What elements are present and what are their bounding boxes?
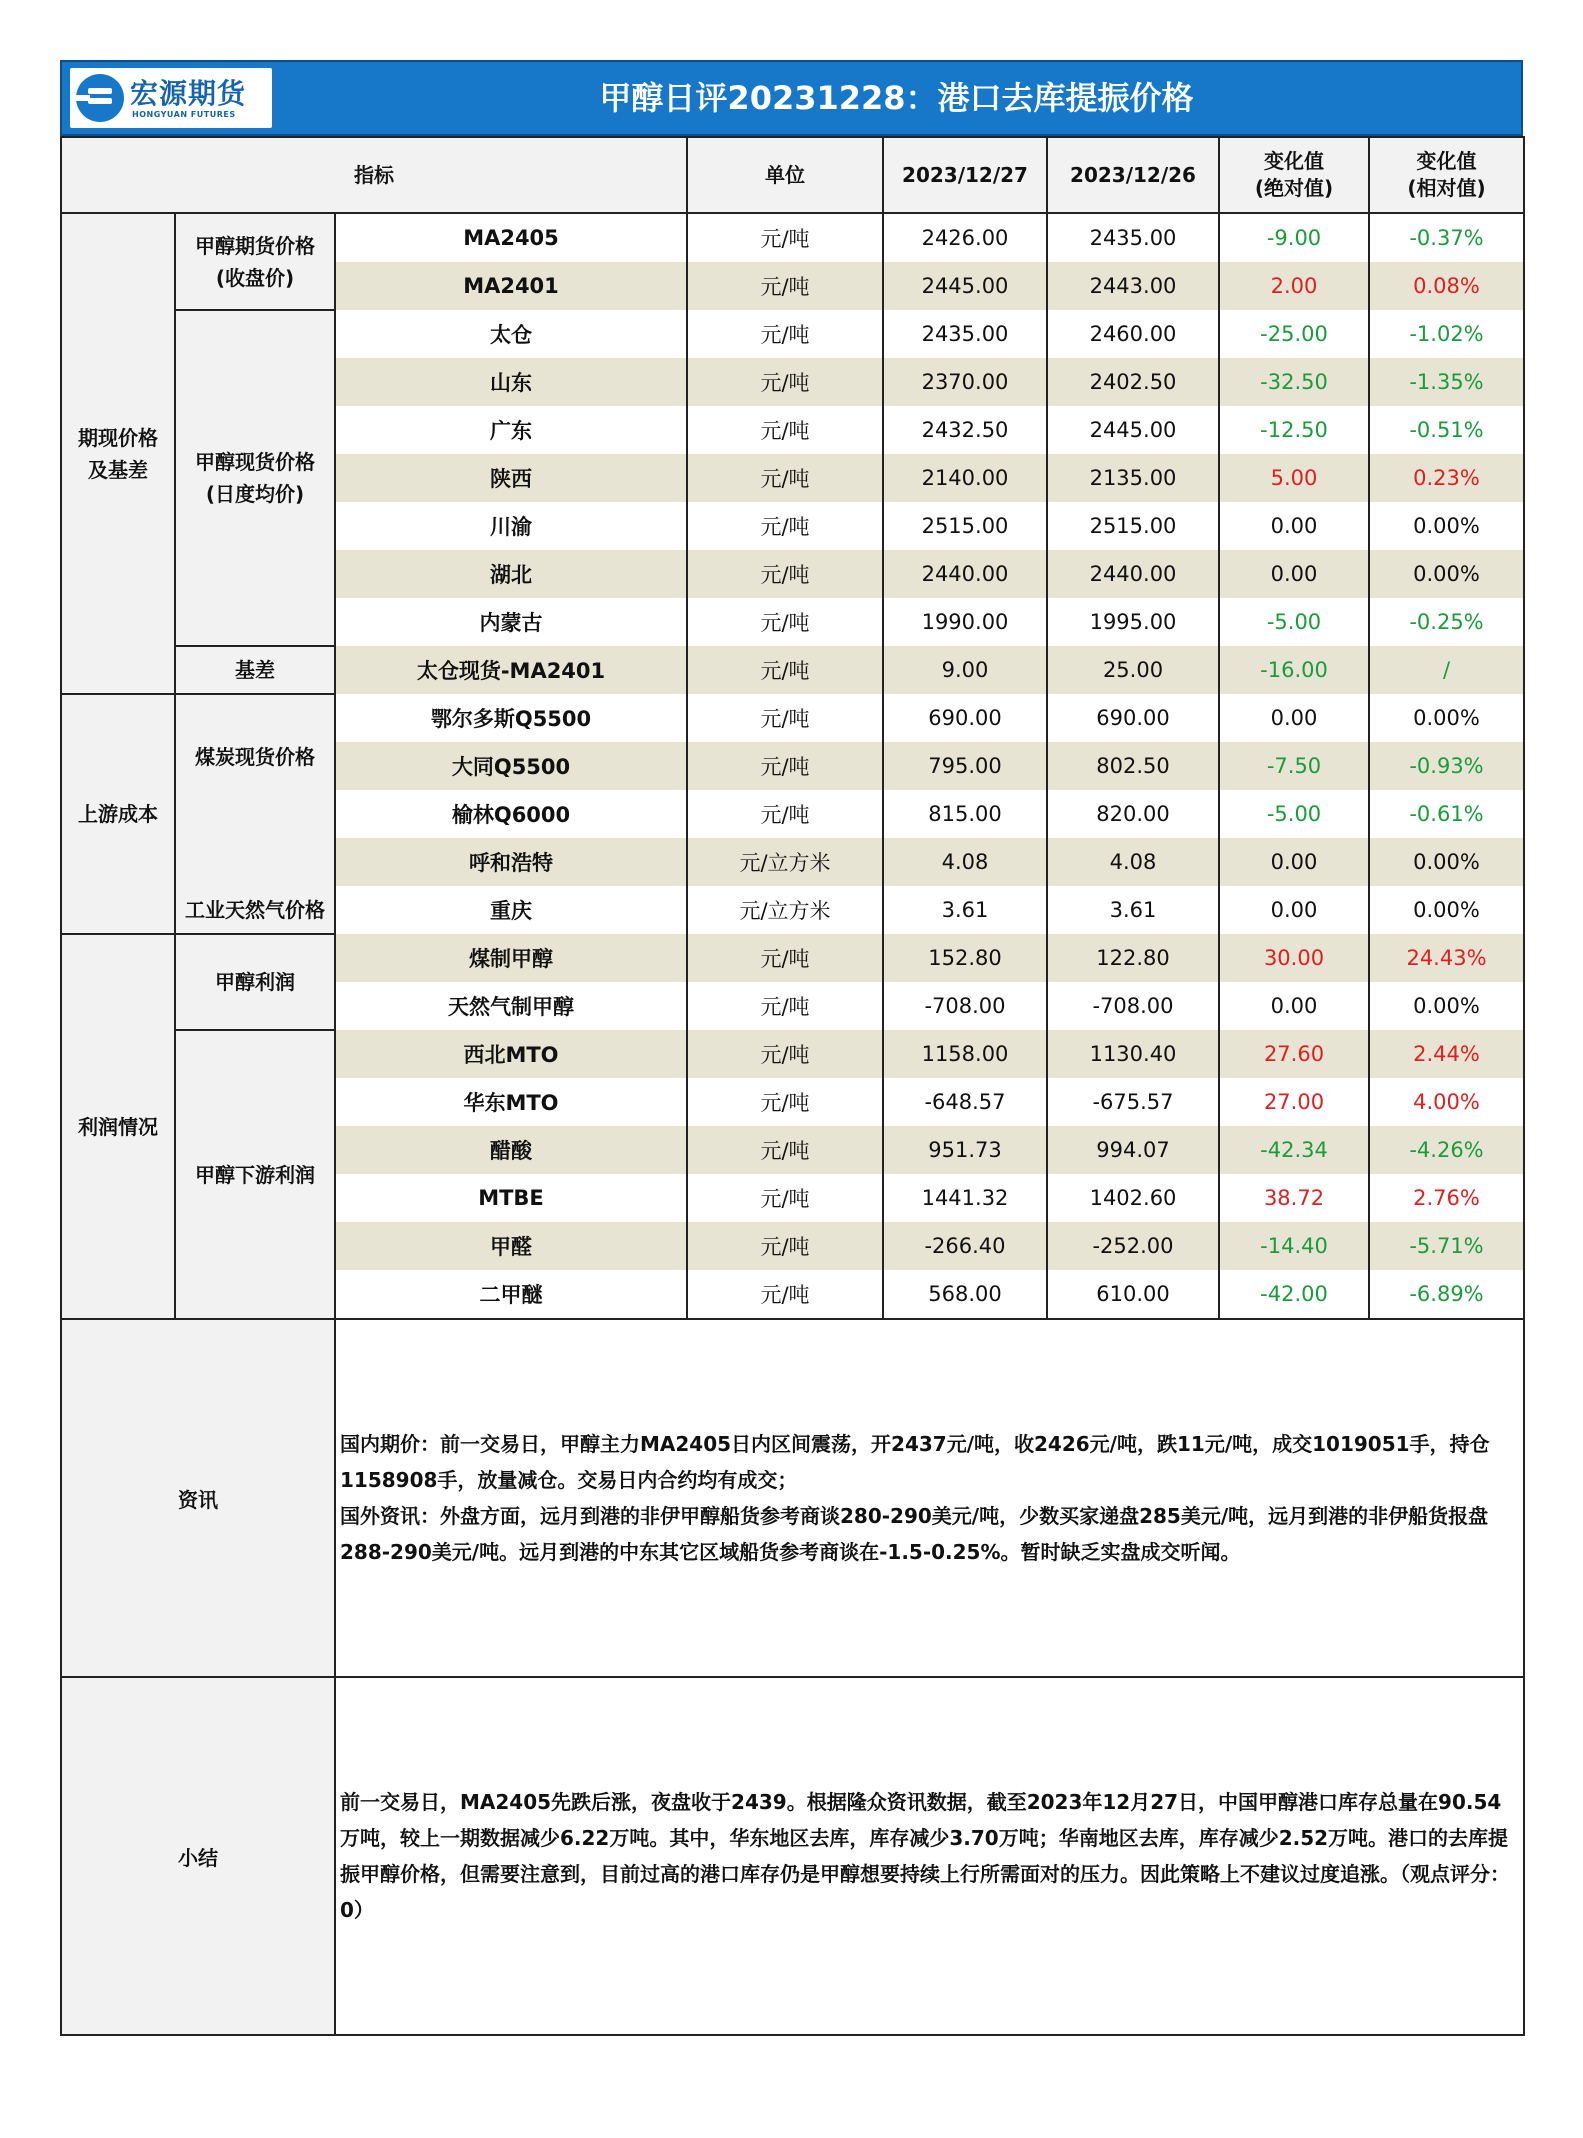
col-header-rel-change: 变化值 (相对值) <box>1369 137 1524 213</box>
table-row <box>61 934 1524 982</box>
logo-mark-icon <box>76 74 124 122</box>
summary-label: 小结 <box>61 1677 335 2035</box>
value-date2: 802.50 <box>1047 742 1219 790</box>
item-name: 广东 <box>335 406 687 454</box>
abs-change: -16.00 <box>1219 646 1369 694</box>
value-date2: 122.80 <box>1047 934 1219 982</box>
rel-change: 0.00% <box>1369 838 1524 886</box>
rel-change: -0.61% <box>1369 790 1524 838</box>
rel-change: 0.00% <box>1369 982 1524 1030</box>
group-label: 上游成本 <box>61 694 175 934</box>
abs-change: -5.00 <box>1219 790 1369 838</box>
table-row <box>61 694 1524 742</box>
subgroup-label: 甲醇期货价格 (收盘价) <box>175 213 335 310</box>
rel-change: 0.23% <box>1369 454 1524 502</box>
value-date2: 4.08 <box>1047 838 1219 886</box>
abs-change: 0.00 <box>1219 550 1369 598</box>
unit-cell: 元/吨 <box>687 1126 883 1174</box>
unit-cell: 元/吨 <box>687 310 883 358</box>
item-name: 西北MTO <box>335 1030 687 1078</box>
value-date1: 2435.00 <box>883 310 1047 358</box>
abs-change: -32.50 <box>1219 358 1369 406</box>
unit-cell: 元/吨 <box>687 454 883 502</box>
unit-cell: 元/吨 <box>687 598 883 646</box>
news-paragraph-2: 国外资讯：外盘方面，远月到港的非伊甲醇船货参考商谈280-290美元/吨，少数买家递盘285美元/吨，远月到港的非伊船货报盘288-290美元/吨。远月到港的中东其它区域船货参考商谈在-1.5-0.25%。暂时缺乏实盘成交听闻。 <box>340 1504 1489 1564</box>
value-date1: 568.00 <box>883 1270 1047 1319</box>
table-row <box>61 1030 1524 1078</box>
value-date2: 1402.60 <box>1047 1174 1219 1222</box>
item-name: MA2401 <box>335 262 687 310</box>
unit-cell: 元/吨 <box>687 1174 883 1222</box>
news-row <box>61 1319 1524 1677</box>
subgroup-label: 甲醇现货价格 (日度均价) <box>175 310 335 646</box>
value-date1: 4.08 <box>883 838 1047 886</box>
rel-change: 0.00% <box>1369 886 1524 934</box>
table-row <box>61 213 1524 262</box>
abs-change: -42.34 <box>1219 1126 1369 1174</box>
rel-change: 2.44% <box>1369 1030 1524 1078</box>
value-date1: 152.80 <box>883 934 1047 982</box>
value-date2: 690.00 <box>1047 694 1219 742</box>
methanol-data-table <box>60 136 1525 2036</box>
value-date2: 2135.00 <box>1047 454 1219 502</box>
rel-change: 0.08% <box>1369 262 1524 310</box>
rel-change: / <box>1369 646 1524 694</box>
value-date1: 690.00 <box>883 694 1047 742</box>
summary-row <box>61 1677 1524 2035</box>
value-date1: 815.00 <box>883 790 1047 838</box>
value-date2: -252.00 <box>1047 1222 1219 1270</box>
item-name: 天然气制甲醇 <box>335 982 687 1030</box>
unit-cell: 元/吨 <box>687 1078 883 1126</box>
col-header-indicator: 指标 <box>61 137 687 213</box>
value-date1: 2426.00 <box>883 213 1047 262</box>
value-date2: 3.61 <box>1047 886 1219 934</box>
unit-cell: 元/吨 <box>687 742 883 790</box>
item-name: 呼和浩特 <box>335 838 687 886</box>
abs-change: -14.40 <box>1219 1222 1369 1270</box>
unit-cell: 元/立方米 <box>687 886 883 934</box>
abs-change: 27.60 <box>1219 1030 1369 1078</box>
abs-change: 5.00 <box>1219 454 1369 502</box>
item-name: 鄂尔多斯Q5500 <box>335 694 687 742</box>
abs-change: 0.00 <box>1219 886 1369 934</box>
rel-change: -1.02% <box>1369 310 1524 358</box>
abs-change: 0.00 <box>1219 694 1369 742</box>
value-date1: 1990.00 <box>883 598 1047 646</box>
abs-change: 0.00 <box>1219 502 1369 550</box>
rel-change: -6.89% <box>1369 1270 1524 1319</box>
unit-cell: 元/吨 <box>687 694 883 742</box>
group-label: 利润情况 <box>61 934 175 1319</box>
value-date1: -708.00 <box>883 982 1047 1030</box>
group-label: 期现价格 及基差 <box>61 213 175 694</box>
value-date2: 25.00 <box>1047 646 1219 694</box>
unit-cell: 元/吨 <box>687 550 883 598</box>
col-header-unit: 单位 <box>687 137 883 213</box>
item-name: 太仓现货-MA2401 <box>335 646 687 694</box>
value-date2: 610.00 <box>1047 1270 1219 1319</box>
unit-cell: 元/吨 <box>687 934 883 982</box>
item-name: 二甲醚 <box>335 1270 687 1319</box>
unit-cell: 元/吨 <box>687 502 883 550</box>
abs-change: 30.00 <box>1219 934 1369 982</box>
abs-change: -7.50 <box>1219 742 1369 790</box>
table-row <box>61 310 1524 358</box>
value-date1: 3.61 <box>883 886 1047 934</box>
unit-cell: 元/吨 <box>687 1270 883 1319</box>
value-date1: 795.00 <box>883 742 1047 790</box>
value-date2: 994.07 <box>1047 1126 1219 1174</box>
table-row <box>61 646 1524 694</box>
unit-cell: 元/吨 <box>687 358 883 406</box>
summary-paragraph: 前一交易日，MA2405先跌后涨，夜盘收于2439。根据隆众资讯数据，截至2023年12月27日，中国甲醇港口库存总量在90.54万吨，较上一期数据减少6.22万吨。其中，华东地区去库，库存减少3.70万吨；华南地区去库，库存减少2.52万吨。港口的去库提振甲醇价格，但需要注意到，目前过高的港口库存仍是甲醇想要持续上行所需面对的压力。因此策略上不建议过度追涨。（观点评分：0） <box>340 1790 1510 1922</box>
item-name: MA2405 <box>335 213 687 262</box>
value-date1: 1158.00 <box>883 1030 1047 1078</box>
value-date1: 2432.50 <box>883 406 1047 454</box>
value-date1: 2370.00 <box>883 358 1047 406</box>
item-name: 重庆 <box>335 886 687 934</box>
report-title: 甲醇日评20231228：港口去库提振价格 <box>599 79 1194 117</box>
value-date1: 9.00 <box>883 646 1047 694</box>
value-date2: 2515.00 <box>1047 502 1219 550</box>
abs-change: 27.00 <box>1219 1078 1369 1126</box>
value-date2: 2440.00 <box>1047 550 1219 598</box>
company-logo <box>70 68 272 128</box>
item-name: 大同Q5500 <box>335 742 687 790</box>
abs-change: -42.00 <box>1219 1270 1369 1319</box>
subgroup-label: 煤炭现货价格 <box>175 694 335 838</box>
item-name: 陕西 <box>335 454 687 502</box>
abs-change: 0.00 <box>1219 838 1369 886</box>
rel-change: -5.71% <box>1369 1222 1524 1270</box>
value-date1: -266.40 <box>883 1222 1047 1270</box>
rel-change: 0.00% <box>1369 502 1524 550</box>
summary-content <box>335 1677 1524 2035</box>
item-name: 太仓 <box>335 310 687 358</box>
value-date2: 1130.40 <box>1047 1030 1219 1078</box>
rel-change: -0.51% <box>1369 406 1524 454</box>
value-date2: 2435.00 <box>1047 213 1219 262</box>
abs-change: -12.50 <box>1219 406 1369 454</box>
unit-cell: 元/吨 <box>687 790 883 838</box>
logo-text-cn: 宏源期货 <box>130 77 247 110</box>
unit-cell: 元/立方米 <box>687 838 883 886</box>
table-body <box>61 213 1524 1319</box>
abs-change: 0.00 <box>1219 982 1369 1030</box>
value-date2: 2460.00 <box>1047 310 1219 358</box>
item-name: 山东 <box>335 358 687 406</box>
news-content <box>335 1319 1524 1677</box>
col-header-date2: 2023/12/26 <box>1047 137 1219 213</box>
value-date1: -648.57 <box>883 1078 1047 1126</box>
subgroup-label: 基差 <box>175 646 335 694</box>
value-date2: 2402.50 <box>1047 358 1219 406</box>
rel-change: -0.25% <box>1369 598 1524 646</box>
rel-change: 0.00% <box>1369 550 1524 598</box>
value-date1: 2440.00 <box>883 550 1047 598</box>
item-name: MTBE <box>335 1174 687 1222</box>
item-name: 内蒙古 <box>335 598 687 646</box>
rel-change: -0.93% <box>1369 742 1524 790</box>
abs-change: 2.00 <box>1219 262 1369 310</box>
rel-change: -1.35% <box>1369 358 1524 406</box>
unit-cell: 元/吨 <box>687 213 883 262</box>
value-date1: 2515.00 <box>883 502 1047 550</box>
subgroup-label: 甲醇利润 <box>175 934 335 1030</box>
item-name: 醋酸 <box>335 1126 687 1174</box>
value-date2: -708.00 <box>1047 982 1219 1030</box>
value-date2: 1995.00 <box>1047 598 1219 646</box>
unit-cell: 元/吨 <box>687 982 883 1030</box>
rel-change: -4.26% <box>1369 1126 1524 1174</box>
abs-change: -25.00 <box>1219 310 1369 358</box>
value-date2: 2445.00 <box>1047 406 1219 454</box>
value-date1: 1441.32 <box>883 1174 1047 1222</box>
unit-cell: 元/吨 <box>687 406 883 454</box>
col-header-date1: 2023/12/27 <box>883 137 1047 213</box>
subgroup-label: 工业天然气价格 <box>175 838 335 934</box>
unit-cell: 元/吨 <box>687 1222 883 1270</box>
news-paragraph-1: 国内期价：前一交易日，甲醇主力MA2405日内区间震荡，开2437元/吨，收2426元/吨，跌11元/吨，成交1019051手，持仓1158908手，放量减仓。交易日内合约均有成交； <box>340 1432 1490 1492</box>
rel-change: 2.76% <box>1369 1174 1524 1222</box>
rel-change: 4.00% <box>1369 1078 1524 1126</box>
report-sheet <box>60 60 1523 2036</box>
item-name: 川渝 <box>335 502 687 550</box>
logo-text-en: HONGYUAN FUTURES <box>132 110 236 119</box>
value-date2: 820.00 <box>1047 790 1219 838</box>
abs-change: -9.00 <box>1219 213 1369 262</box>
item-name: 榆林Q6000 <box>335 790 687 838</box>
report-header <box>60 60 1523 136</box>
table-row <box>61 838 1524 886</box>
value-date1: 951.73 <box>883 1126 1047 1174</box>
unit-cell: 元/吨 <box>687 262 883 310</box>
item-name: 煤制甲醇 <box>335 934 687 982</box>
item-name: 甲醛 <box>335 1222 687 1270</box>
value-date1: 2445.00 <box>883 262 1047 310</box>
subgroup-label: 甲醇下游利润 <box>175 1030 335 1319</box>
value-date2: -675.57 <box>1047 1078 1219 1126</box>
item-name: 华东MTO <box>335 1078 687 1126</box>
value-date2: 2443.00 <box>1047 262 1219 310</box>
abs-change: -5.00 <box>1219 598 1369 646</box>
rel-change: 0.00% <box>1369 694 1524 742</box>
rel-change: -0.37% <box>1369 213 1524 262</box>
news-label: 资讯 <box>61 1319 335 1677</box>
unit-cell: 元/吨 <box>687 1030 883 1078</box>
unit-cell: 元/吨 <box>687 646 883 694</box>
abs-change: 38.72 <box>1219 1174 1369 1222</box>
item-name: 湖北 <box>335 550 687 598</box>
value-date1: 2140.00 <box>883 454 1047 502</box>
col-header-abs-change: 变化值 (绝对值) <box>1219 137 1369 213</box>
rel-change: 24.43% <box>1369 934 1524 982</box>
